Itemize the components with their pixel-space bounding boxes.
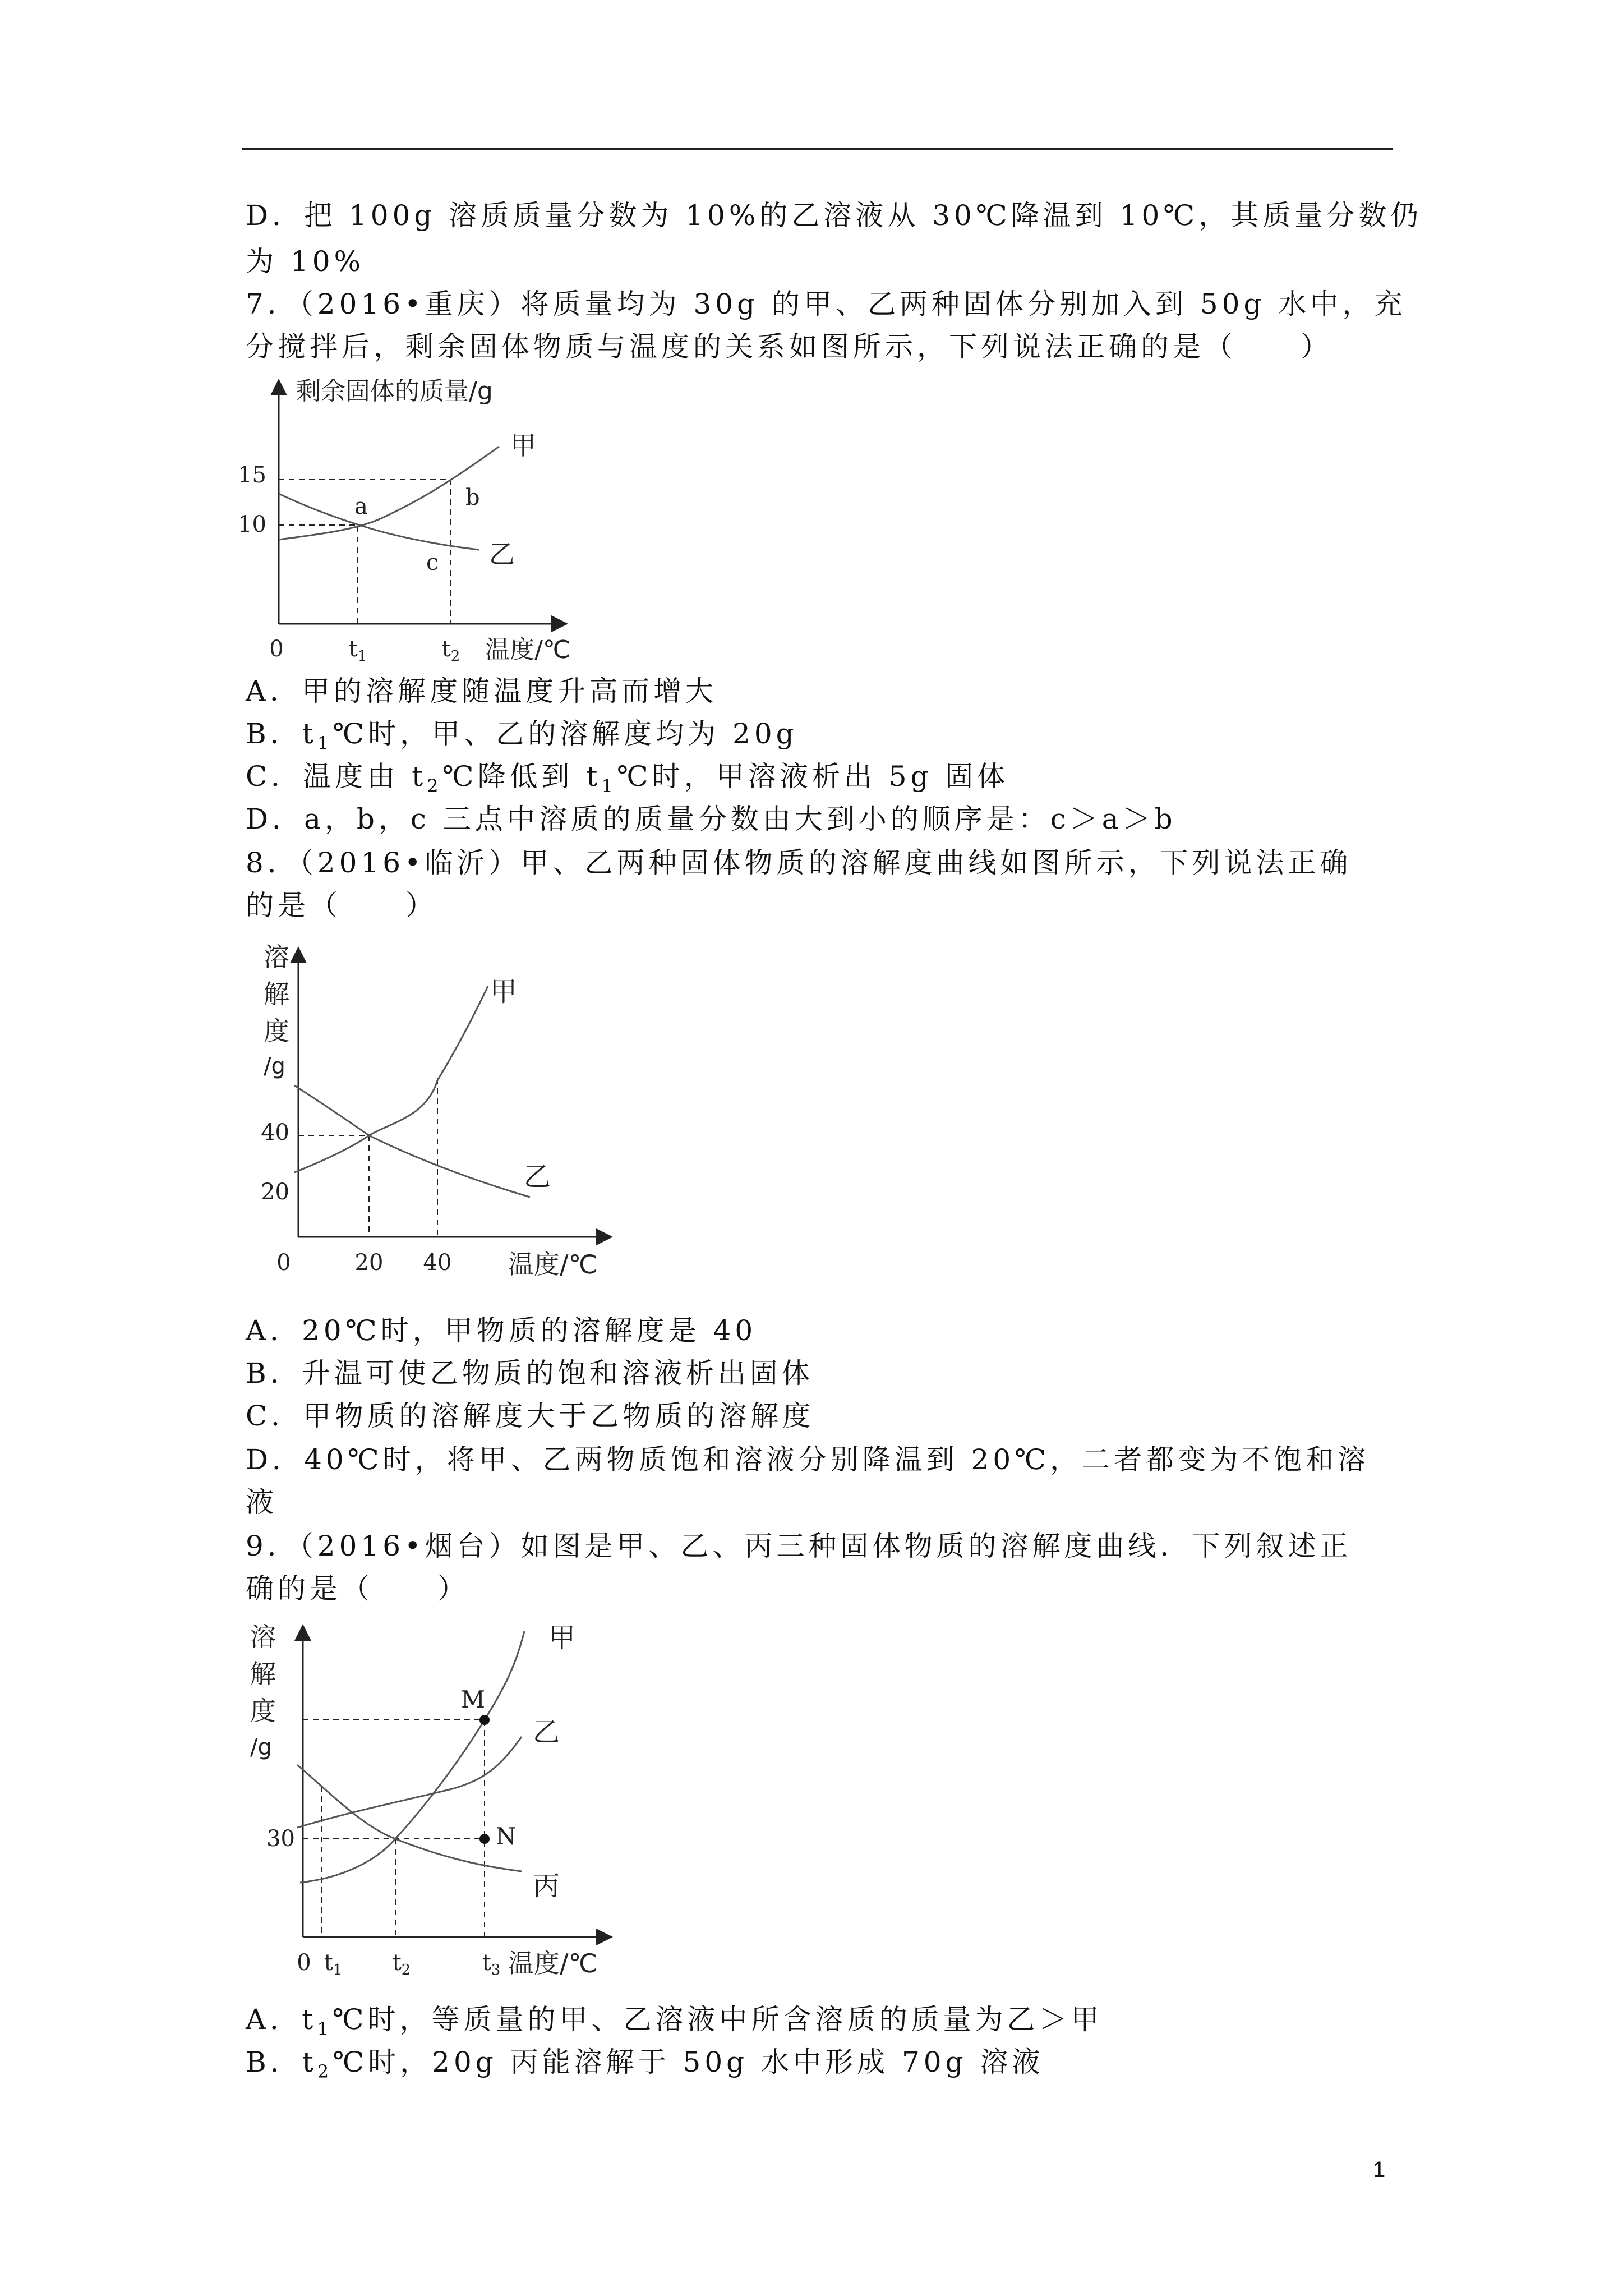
q9-point-n [479,1834,490,1844]
q7-option-d: D．a，b，c 三点中溶质的质量分数由大到小的顺序是：c＞a＞b [246,803,1177,835]
q7-x-tick-t2: $t_2$ [441,636,460,665]
q9-stem-line1: 9．（2016•烟台）如图是甲、乙、丙三种固体物质的溶解度曲线．下列叙述正 [246,1530,1352,1562]
q7-y-tick-15: 15 [238,462,266,488]
q9-y-tick-30: 30 [266,1826,295,1852]
q7-stem-line1: 7．（2016•重庆）将质量均为 30g 的甲、乙两种固体分别加入到 50g 水中，充 [246,288,1407,320]
q9-x-tick-t1: $t_1$ [324,1950,343,1978]
q9-curve-yi-label: 乙 [533,1717,560,1748]
q7-curve-yi-label: 乙 [489,539,515,569]
q7-option-b: B．$t_1℃$时，甲、乙的溶解度均为 20g [246,717,798,754]
q9-point-m-label: M [461,1686,486,1713]
q9-option-b: B．$t_2℃$时，20g 丙能溶解于 50g 水中形成 70g 溶液 [246,2046,1044,2082]
q8-x-tick-40: 40 [423,1250,452,1276]
q9-x-axis-label: 温度/℃ [508,1948,598,1978]
q7-point-a-label: a [354,494,368,519]
q8-option-b: B．升温可使乙物质的饱和溶液析出固体 [246,1357,814,1389]
q9-x-tick-t2: $t_2$ [392,1950,411,1978]
q7-x-axis-label: 温度/℃ [485,636,571,664]
header-rule [242,148,1393,150]
q6-option-d-line1: D．把 100g 溶质质量分数为 10%的乙溶液从 30℃降温到 10℃，其质量分数仍 [246,199,1423,232]
q9-option-a: A．$t_1℃$时，等质量的甲、乙溶液中所含溶质的质量为乙＞甲 [246,2003,1103,2040]
q9-curve-bing-label: 丙 [533,1870,560,1902]
q8-option-c: C．甲物质的溶解度大于乙物质的溶解度 [246,1400,815,1432]
q8-y-tick-40: 40 [261,1120,289,1145]
q7-point-c-label: c [426,550,439,576]
q8-y-label-2: 解 [264,979,289,1009]
q9-stem-line2: 确的是（ ） [246,1572,469,1605]
q7-option-c: C．温度由 $t_2℃$降低到 $t_1℃$时，甲溶液析出 5g 固体 [246,760,1009,797]
q8-y-label-1: 溶 [264,942,289,972]
q7-curve-jia-label: 甲 [510,430,536,461]
page-number: 1 [1373,2157,1386,2182]
q8-y-label-4: /g [264,1053,285,1079]
q7-curve-yi [279,494,479,550]
q8-origin-label: 0 [276,1250,291,1276]
q8-y-tick-20: 20 [261,1179,289,1205]
q8-figure [241,931,623,1301]
q9-origin-label: 0 [297,1950,311,1976]
q7-option-a: A．甲的溶解度随温度升高而增大 [246,675,718,707]
q8-stem-line1: 8．（2016•临沂）甲、乙两种固体物质的溶解度曲线如图所示，下列说法正确 [246,846,1352,879]
q7-stem-line2: 分搅拌后，剩余固体物质与温度的关系如图所示，下列说法正确的是（ ） [246,330,1332,363]
q7-x-tick-t1: $t_1$ [348,636,367,665]
q9-figure [241,1609,634,2001]
q8-curve-yi [294,1085,530,1197]
q9-y-label-2: 解 [250,1659,276,1689]
q9-y-label-3: 度 [250,1696,276,1726]
q6-option-d-line2: 为 10% [246,245,365,278]
q7-y-tick-10: 10 [238,512,266,537]
q9-y-label-1: 溶 [250,1622,276,1652]
q8-option-d-line1: D．40℃时，将甲、乙两物质饱和溶液分别降温到 20℃，二者都变为不饱和溶 [246,1443,1370,1476]
q9-point-m [479,1715,490,1725]
q8-x-tick-20: 20 [354,1250,384,1276]
q7-y-axis-label: 剩余固体的质量/g [296,377,493,406]
q8-stem-line2: 的是（ ） [246,889,437,922]
q8-curve-yi-label: 乙 [524,1161,551,1193]
q8-curve-jia-label: 甲 [490,976,518,1007]
q7-origin-label: 0 [269,636,284,662]
q7-figure [236,370,594,668]
q8-y-label-3: 度 [264,1016,289,1046]
q9-curve-yi [297,1737,522,1828]
q8-x-axis-label: 温度/℃ [508,1249,598,1280]
q8-option-d-line2: 液 [246,1486,278,1519]
q9-y-label-4: /g [250,1734,272,1760]
q8-option-a: A．20℃时，甲物质的溶解度是 40 [246,1314,757,1347]
q9-x-tick-t3: $t_3$ [482,1950,501,1978]
q8-curve-jia [294,986,488,1172]
q9-point-n-label: N [496,1823,517,1850]
q7-point-b-label: b [465,485,480,510]
q9-curve-jia-label: 甲 [548,1622,576,1654]
